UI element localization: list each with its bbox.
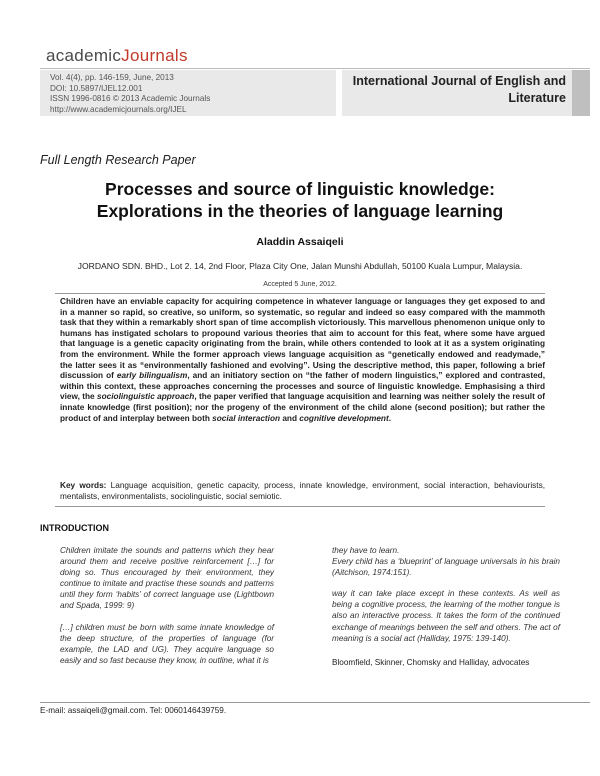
- abstract-emphasis-3: social interaction: [212, 413, 281, 423]
- body-paragraph: Bloomfield, Skinner, Chomsky and Halliday, advocates: [332, 657, 530, 667]
- header-rule: [40, 68, 590, 69]
- abstract-emphasis-4: cognitive development: [299, 413, 389, 423]
- journal-name-line1: International Journal of English and: [352, 74, 566, 88]
- logo-text-academic: academic: [46, 46, 122, 65]
- quote-lightbown: Children imitate the sounds and patterns which they hear around them and receive positive reinforcement […] for doing so. Thus encouraged by their environment, they continue to imitate and practise these sounds and patterns until they form ‘habits’ of correct language use (Lightbown and Spada, 1999: 9): [60, 546, 274, 611]
- footer-contact: E-mail: assaiqeli@gmail.com. Tel: 0060146439759.: [40, 706, 227, 715]
- publication-meta: [40, 70, 336, 116]
- left-column: [60, 545, 274, 676]
- author-name: Aladdin Assaiqeli: [256, 236, 344, 248]
- quote-innate: […] children must be born with some innate knowledge of the deep structure, of the properties of language (for example, the LAD and UG). They acquire language so easily and so fast because they know, in outline, what it is: [60, 622, 274, 665]
- right-column: [332, 545, 560, 668]
- abstract-text-3: , the paper verified that language acquisition and learning was neither solely the result of innate knowledge (first position); nor the progeny of the environment of the child alone (second position); but rather the product of and interplay between both: [60, 392, 545, 423]
- keywords-bottom-rule: [55, 506, 545, 507]
- abstract-text-2: , and an initiatory section on “the father of modern linguistics,” explored and contrasted, within this context, these approaches concerning the processes and source of linguistic knowledge. Emphasising a third view, the: [60, 371, 545, 402]
- title-line2: Explorations in the theories of language learning: [96, 201, 504, 221]
- meta-volume: Vol. 4(4), pp. 146-159, June, 2013: [50, 73, 174, 82]
- abstract-text-4: and: [280, 413, 300, 423]
- keywords: [60, 480, 545, 502]
- article-type: Full Length Research Paper: [40, 153, 196, 167]
- meta-doi: DOI: 10.5897/IJEL12.001: [50, 83, 143, 93]
- keywords-text: Language acquisition, genetic capacity, process, innate knowledge, environment, social interaction, behaviourists, mentalists, environmentalists, sociolinguistic, social semiotic.: [60, 481, 545, 501]
- meta-url[interactable]: http://www.academicjournals.org/IJEL: [50, 104, 187, 114]
- journal-accent-bar: [572, 70, 590, 116]
- footer-rule: [40, 702, 590, 703]
- section-heading-introduction: INTRODUCTION: [40, 523, 109, 533]
- abstract-text-5: .: [388, 413, 391, 423]
- abstract-emphasis-2: sociolinguistic approach: [97, 392, 195, 402]
- author-affiliation: JORDANO SDN. BHD., Lot 2. 14, 2nd Floor, Plaza City One, Jalan Munshi Abdullah, 50100 Kuala Lumpur, Malaysia.: [77, 261, 523, 271]
- abstract-emphasis-1: early bilingualism: [116, 371, 188, 381]
- logo-text-journals: Journals: [121, 46, 188, 65]
- journal-name-line2: Literature: [508, 91, 566, 105]
- abstract-top-rule: [55, 293, 545, 294]
- abstract: [60, 297, 545, 424]
- meta-issn: ISSN 1996-0816 © 2013 Academic Journals: [50, 94, 211, 103]
- accepted-date: Accepted 5 June, 2012.: [263, 281, 337, 288]
- abstract-text-1: Children have an enviable capacity for acquiring competence in whatever language or languages they get exposed to and in a manner so rapid, so creative, so uniform, so systematic, so regular and indeed so easy compared with the mammoth task that they within a remarkably short span of time accomplish victoriously. This marvellous phenomenon unique only to humans has instigated scholars to propound various theories that aim to account for this feat, where some have argued that language is a genetic capacity originating from the brain, while others contended to look at it as a system originating from the environment. While the former approach views language acquisition as “genetically endowed and readymade,” the latter sees it as “environmentally fashioned and evolving”. Using the descriptive method, this paper, following a brief discussion of: [60, 297, 545, 381]
- quote-halliday: way it can take place except in these contexts. As well as being a cognitive process, the learning of the mother tongue is also an interactive process. It takes the form of the continued exchange of meanings between the self and others. The act of meaning is a social act (Halliday, 1975: 139-140).: [332, 589, 560, 643]
- quote-aitchison: Every child has a ‘blueprint’ of language universals in his brain (Aitchison, 1974:151).: [332, 557, 560, 578]
- keywords-label: Key words:: [60, 481, 107, 490]
- journal-name: [342, 70, 572, 116]
- article-title: [40, 178, 560, 222]
- quote-innate-continued: they have to learn.: [332, 546, 400, 555]
- title-line1: Processes and source of linguistic knowledge:: [105, 179, 495, 199]
- publisher-logo: [46, 46, 188, 66]
